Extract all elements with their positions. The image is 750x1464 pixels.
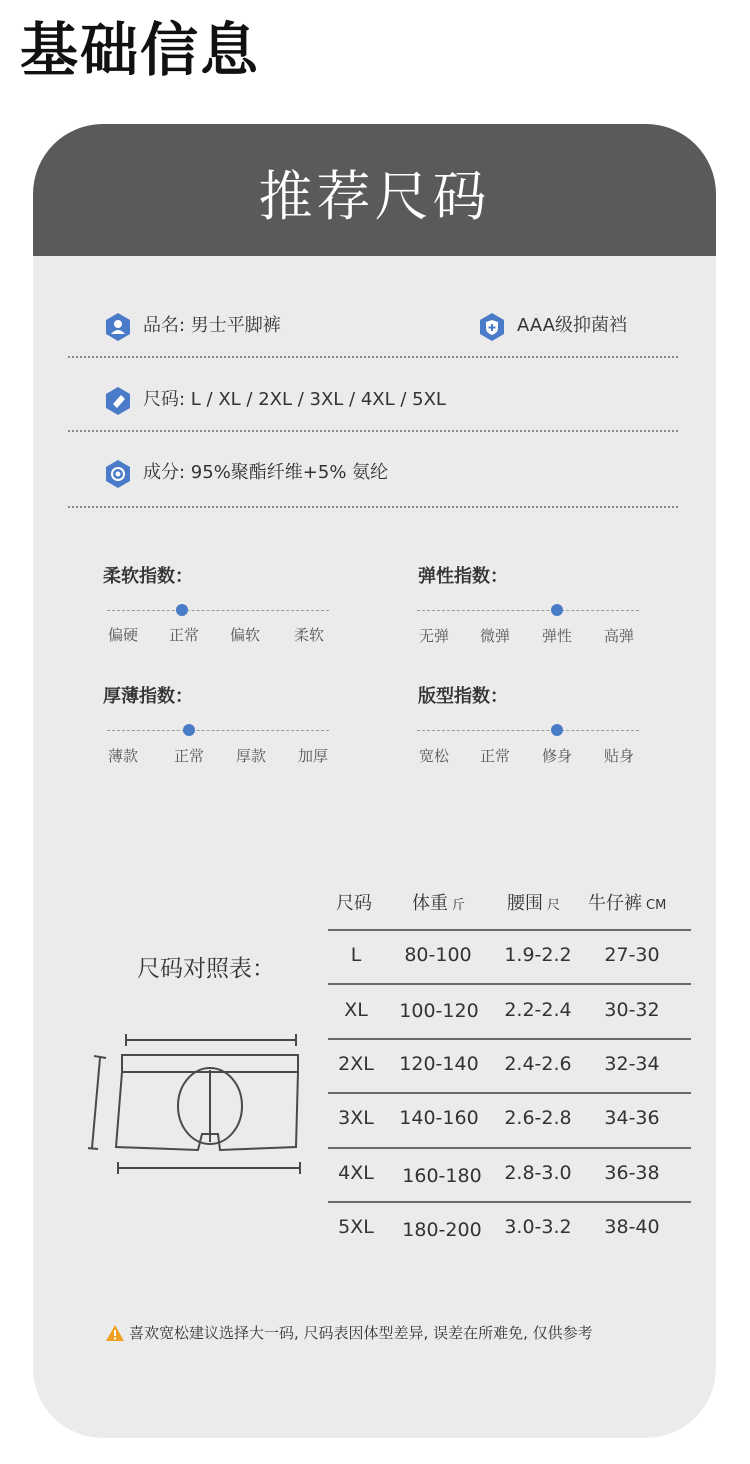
header-jeans: [588, 891, 666, 919]
index-label: 宽松: [418, 747, 449, 765]
index-label: 偏软: [229, 626, 260, 644]
table-cell: 180-200: [402, 1219, 482, 1241]
index-label: 修身: [541, 747, 572, 765]
table-cell: 2.4-2.6: [504, 1053, 572, 1075]
index-scale: [417, 610, 639, 611]
tag-icon: [105, 386, 131, 416]
size-card: [33, 124, 716, 1438]
table-rule: [328, 929, 691, 931]
divider: [68, 430, 678, 432]
header-text: 腰围: [507, 893, 543, 914]
table-rule: [328, 1038, 691, 1040]
index-scale: [107, 730, 329, 731]
index-label: 正常: [173, 747, 204, 765]
table-cell: 2.6-2.8: [504, 1107, 572, 1129]
header-unit: CM: [646, 898, 667, 913]
header-unit: 尺: [547, 898, 561, 913]
divider: [68, 356, 678, 358]
index-label: 加厚: [297, 747, 328, 765]
table-cell: 4XL: [338, 1162, 374, 1184]
index-scale: [417, 730, 639, 731]
shield-icon: [479, 312, 505, 342]
index-marker: [176, 604, 188, 616]
card-title: 推荐尺码: [258, 165, 491, 228]
table-cell: 1.9-2.2: [504, 944, 572, 966]
table-cell: 120-140: [399, 1053, 479, 1075]
header-waist: [507, 891, 560, 919]
product-name: 品名: 男士平脚裤: [143, 315, 281, 336]
header-size: [336, 891, 376, 919]
index-label: 贴身: [603, 747, 634, 765]
header-text: 体重: [412, 893, 448, 914]
index-title: 弹性指数：: [418, 566, 508, 587]
table-cell: 140-160: [399, 1107, 479, 1129]
table-cell: XL: [344, 999, 368, 1021]
divider: [68, 506, 678, 508]
index-label: 正常: [168, 626, 199, 644]
index-title: 厚薄指数：: [103, 686, 193, 707]
table-cell: 2.2-2.4: [504, 999, 572, 1021]
index-label: 正常: [479, 747, 510, 765]
index-marker: [551, 724, 563, 736]
user-badge-icon: [105, 312, 131, 342]
table-cell: 3.0-3.2: [504, 1216, 572, 1238]
table-cell: 5XL: [338, 1216, 374, 1238]
index-title: 版型指数：: [418, 686, 508, 707]
index-label: 高弹: [603, 627, 634, 645]
index-label: 柔软: [293, 626, 324, 644]
header-weight: [412, 891, 465, 919]
card-header: [33, 124, 716, 256]
warning-text: 喜欢宽松建议选择大一码, 尺码表因体型差异, 误差在所难免, 仅供参考: [129, 1324, 593, 1342]
table-cell: 2XL: [338, 1053, 374, 1075]
sizes-text: 尺码: L / XL / 2XL / 3XL / 4XL / 5XL: [143, 389, 446, 410]
table-rule: [328, 1147, 691, 1149]
table-cell: 34-36: [604, 1107, 660, 1129]
table-cell: 80-100: [404, 944, 472, 966]
header-text: 牛仔裤: [588, 893, 642, 914]
index-label: 偏硬: [107, 626, 138, 644]
index-label: 微弹: [479, 627, 510, 645]
table-rule: [328, 1092, 691, 1094]
table-cell: 30-32: [604, 999, 660, 1021]
table-cell: 2.8-3.0: [504, 1162, 572, 1184]
index-marker: [183, 724, 195, 736]
table-cell: 36-38: [604, 1162, 660, 1184]
table-cell: 160-180: [402, 1165, 482, 1187]
header-text: 尺码: [336, 893, 372, 914]
swirl-icon: [105, 459, 131, 489]
material-text: 成分: 95%聚酯纤维+5% 氨纶: [143, 462, 389, 483]
feature-text: AAA级抑菌裆: [517, 315, 627, 336]
index-label: 无弹: [418, 627, 449, 645]
table-cell: L: [350, 944, 362, 966]
table-cell: 100-120: [399, 1000, 479, 1022]
index-label: 厚款: [235, 747, 266, 765]
index-scale: [107, 610, 329, 611]
header-unit: 斤: [452, 898, 466, 913]
table-cell: 38-40: [604, 1216, 660, 1238]
warning-icon: [105, 1324, 125, 1342]
table-cell: 32-34: [604, 1053, 660, 1075]
table-cell: 27-30: [604, 944, 660, 966]
index-marker: [551, 604, 563, 616]
page-title: 基础信息: [20, 16, 261, 84]
table-cell: 3XL: [338, 1107, 374, 1129]
index-label: 薄款: [107, 747, 138, 765]
table-rule: [328, 1201, 691, 1203]
index-label: 弹性: [541, 627, 572, 645]
size-chart-label: 尺码对照表：: [137, 956, 275, 982]
table-rule: [328, 983, 691, 985]
boxer-diagram-icon: [88, 1024, 308, 1174]
index-title: 柔软指数：: [103, 566, 193, 587]
